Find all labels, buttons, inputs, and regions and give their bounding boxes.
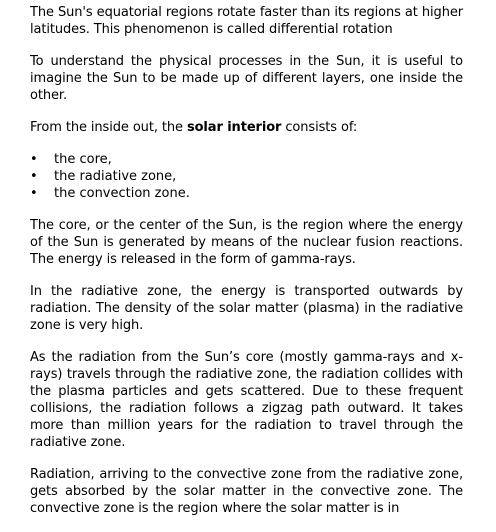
list-item	[30, 151, 463, 168]
paragraph-radiation-path: As the radiation from the Sun’s core (mostly gamma-rays and x-rays) travels through the radiative zone, the radiation collides with the plasma particles and gets scattered. Due to these frequent collisions, the radiation follows a zigzag path outward. It takes more than million years for the radiation to travel through the radiative zone.	[30, 350, 463, 450]
list-item-label: the radiative zone,	[54, 169, 177, 184]
solar-interior-text-after: consists of:	[281, 120, 358, 135]
paragraph-convective-zone: Radiation, arriving to the convective zone from the radiative zone, gets absorbed by the solar matter in the convective zone. The convective zone is the region where the solar matter is in	[30, 467, 463, 516]
bullet-icon: •	[30, 169, 38, 184]
bullet-icon: •	[30, 152, 38, 167]
paragraph-differential-rotation: The Sun's equatorial regions rotate faster than its regions at higher latitudes. This phenomenon is called differential rotation	[30, 5, 463, 37]
list-item	[30, 168, 463, 185]
list-item	[30, 185, 463, 202]
solar-interior-term: solar interior	[186, 120, 282, 135]
paragraph-core: The core, or the center of the Sun, is the region where the energy of the Sun is generated by means of the nuclear fusion reactions. The energy is released in the form of gamma-rays.	[30, 218, 463, 267]
list-item-label: the convection zone.	[54, 186, 190, 201]
solar-interior-list	[30, 151, 463, 202]
document-body	[30, 4, 463, 532]
paragraph-layers-intro: To understand the physical processes in the Sun, it is useful to imagine the Sun to be made up of different layers, one inside the other.	[30, 54, 463, 103]
paragraph-solar-interior	[30, 119, 463, 136]
paragraph-radiative-zone: In the radiative zone, the energy is transported outwards by radiation. The density of the solar matter (plasma) in the radiative zone is very high.	[30, 284, 463, 333]
bullet-icon: •	[30, 186, 38, 201]
list-item-label: the core,	[54, 152, 112, 167]
solar-interior-text-before: From the inside out, the	[30, 120, 187, 135]
